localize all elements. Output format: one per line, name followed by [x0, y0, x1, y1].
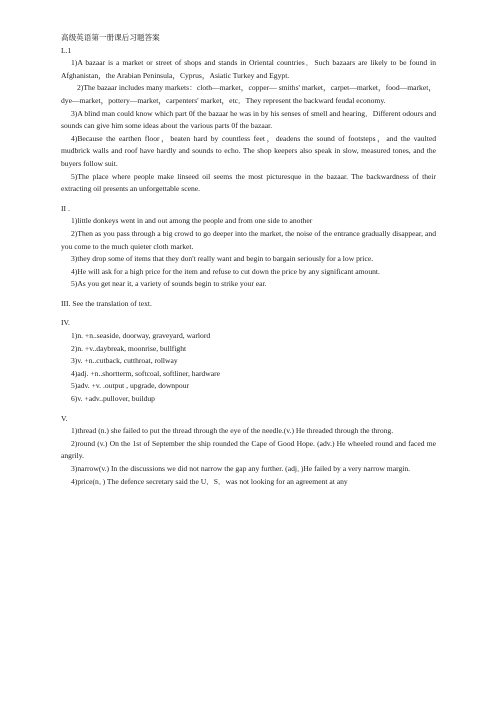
answer-paragraph: 1)little donkeys went in and out among the people and from one side to another: [71, 216, 313, 226]
document-title: 高级英语第一册课后习题答案: [61, 33, 160, 42]
section-v: [61, 413, 436, 489]
answer-paragraph: 1)thread (n.) she failed to put the thread through the eye of the needle.(v.) He threaded through the throng.: [71, 426, 394, 436]
answer-paragraph: 3)A blind man could know which part 0f the bazaar he was in by his senses of smell and hearing．Different odours and sounds can give him some ideas about the various parts 0f the bazaar.: [61, 108, 436, 131]
section-iii: [61, 298, 436, 311]
answer-paragraph: 3)v. +n..cutback, cutthroat, rollway: [71, 356, 178, 366]
answer-paragraph: 3)narrow(v.) In the discussions we did not narrow the gap any further. (adj．)He failed by a very narrow margin.: [71, 464, 411, 473]
answer-paragraph: 5)adv. +v. .output , upgrade, downpour: [71, 381, 190, 391]
section-heading: L.1: [61, 45, 72, 55]
answer-paragraph: 2)Then as you pass through a big crowd to go deeper into the market, the noise of the entrance gradually disappear, and you come to the much quieter cloth market.: [61, 228, 436, 251]
answer-paragraph: 1)A bazaar is a market or street of shops and stands in Oriental countries．Such bazaars are likely to be found in Afghanistan，the Arabian Peninsula，Cyprus，Asiatic Turkey and Egypt.: [61, 58, 436, 80]
section-heading: IV.: [61, 318, 70, 328]
answer-paragraph: 1)n. +n..seaside, doorway, graveyard, warlord: [71, 331, 211, 341]
answer-paragraph: 6)v. +adv..pullover, buildup: [71, 394, 155, 404]
section-heading: II .: [61, 203, 70, 213]
section-ii: [61, 203, 436, 291]
answer-paragraph: 5)As you get near it, a variety of sounds begin to strike your ear.: [71, 279, 267, 289]
answer-paragraph: 4)price(n．) The defence secretary said the U．S．was not looking for an agreement at any: [71, 476, 348, 486]
answer-paragraph: 4)He will ask for a high price for the item and refuse to cut down the price by any significant amount.: [71, 266, 380, 276]
answer-paragraph: 5)The place where people make linseed oil seems the most picturesque in the bazaar. The backwardness of their extracting oil presents an unforgettable scene.: [61, 171, 436, 194]
section-heading: V.: [61, 413, 68, 423]
section-iv: [61, 317, 436, 405]
answer-paragraph: 4)Because the earthen floor，beaten hard by countless feet，deadens the sound of footsteps，and the vaulted mudbrick walls and roof have hardly and sounds to echo. The shop keepers also speak in slow, measured tones, and the buyers follow suit.: [61, 133, 436, 168]
section-l1: [61, 45, 436, 196]
answer-paragraph: 4)adj. +n..shortterm, softcoal, softliner, hardware: [71, 368, 221, 378]
answer-paragraph: 2)The bazaar includes many markets：cloth—market，copper— smiths' market，carpet—market，food—market，dye—market，pottery—market，carpenters' market，etc．They represent the backward feudal economy.: [61, 83, 436, 105]
section-heading: III. See the translation of text.: [61, 298, 152, 308]
answer-paragraph: 3)they drop some of items that they don't really want and begin to bargain seriously for a low price.: [71, 254, 374, 264]
answer-paragraph: 2)n. +v..daybreak, moonrise, bullfight: [71, 343, 187, 353]
answer-paragraph: 2)round (v.) On the 1st of September the ship rounded the Cape of Good Hope. (adv.) He wheeled round and faced me angrily.: [61, 438, 436, 461]
